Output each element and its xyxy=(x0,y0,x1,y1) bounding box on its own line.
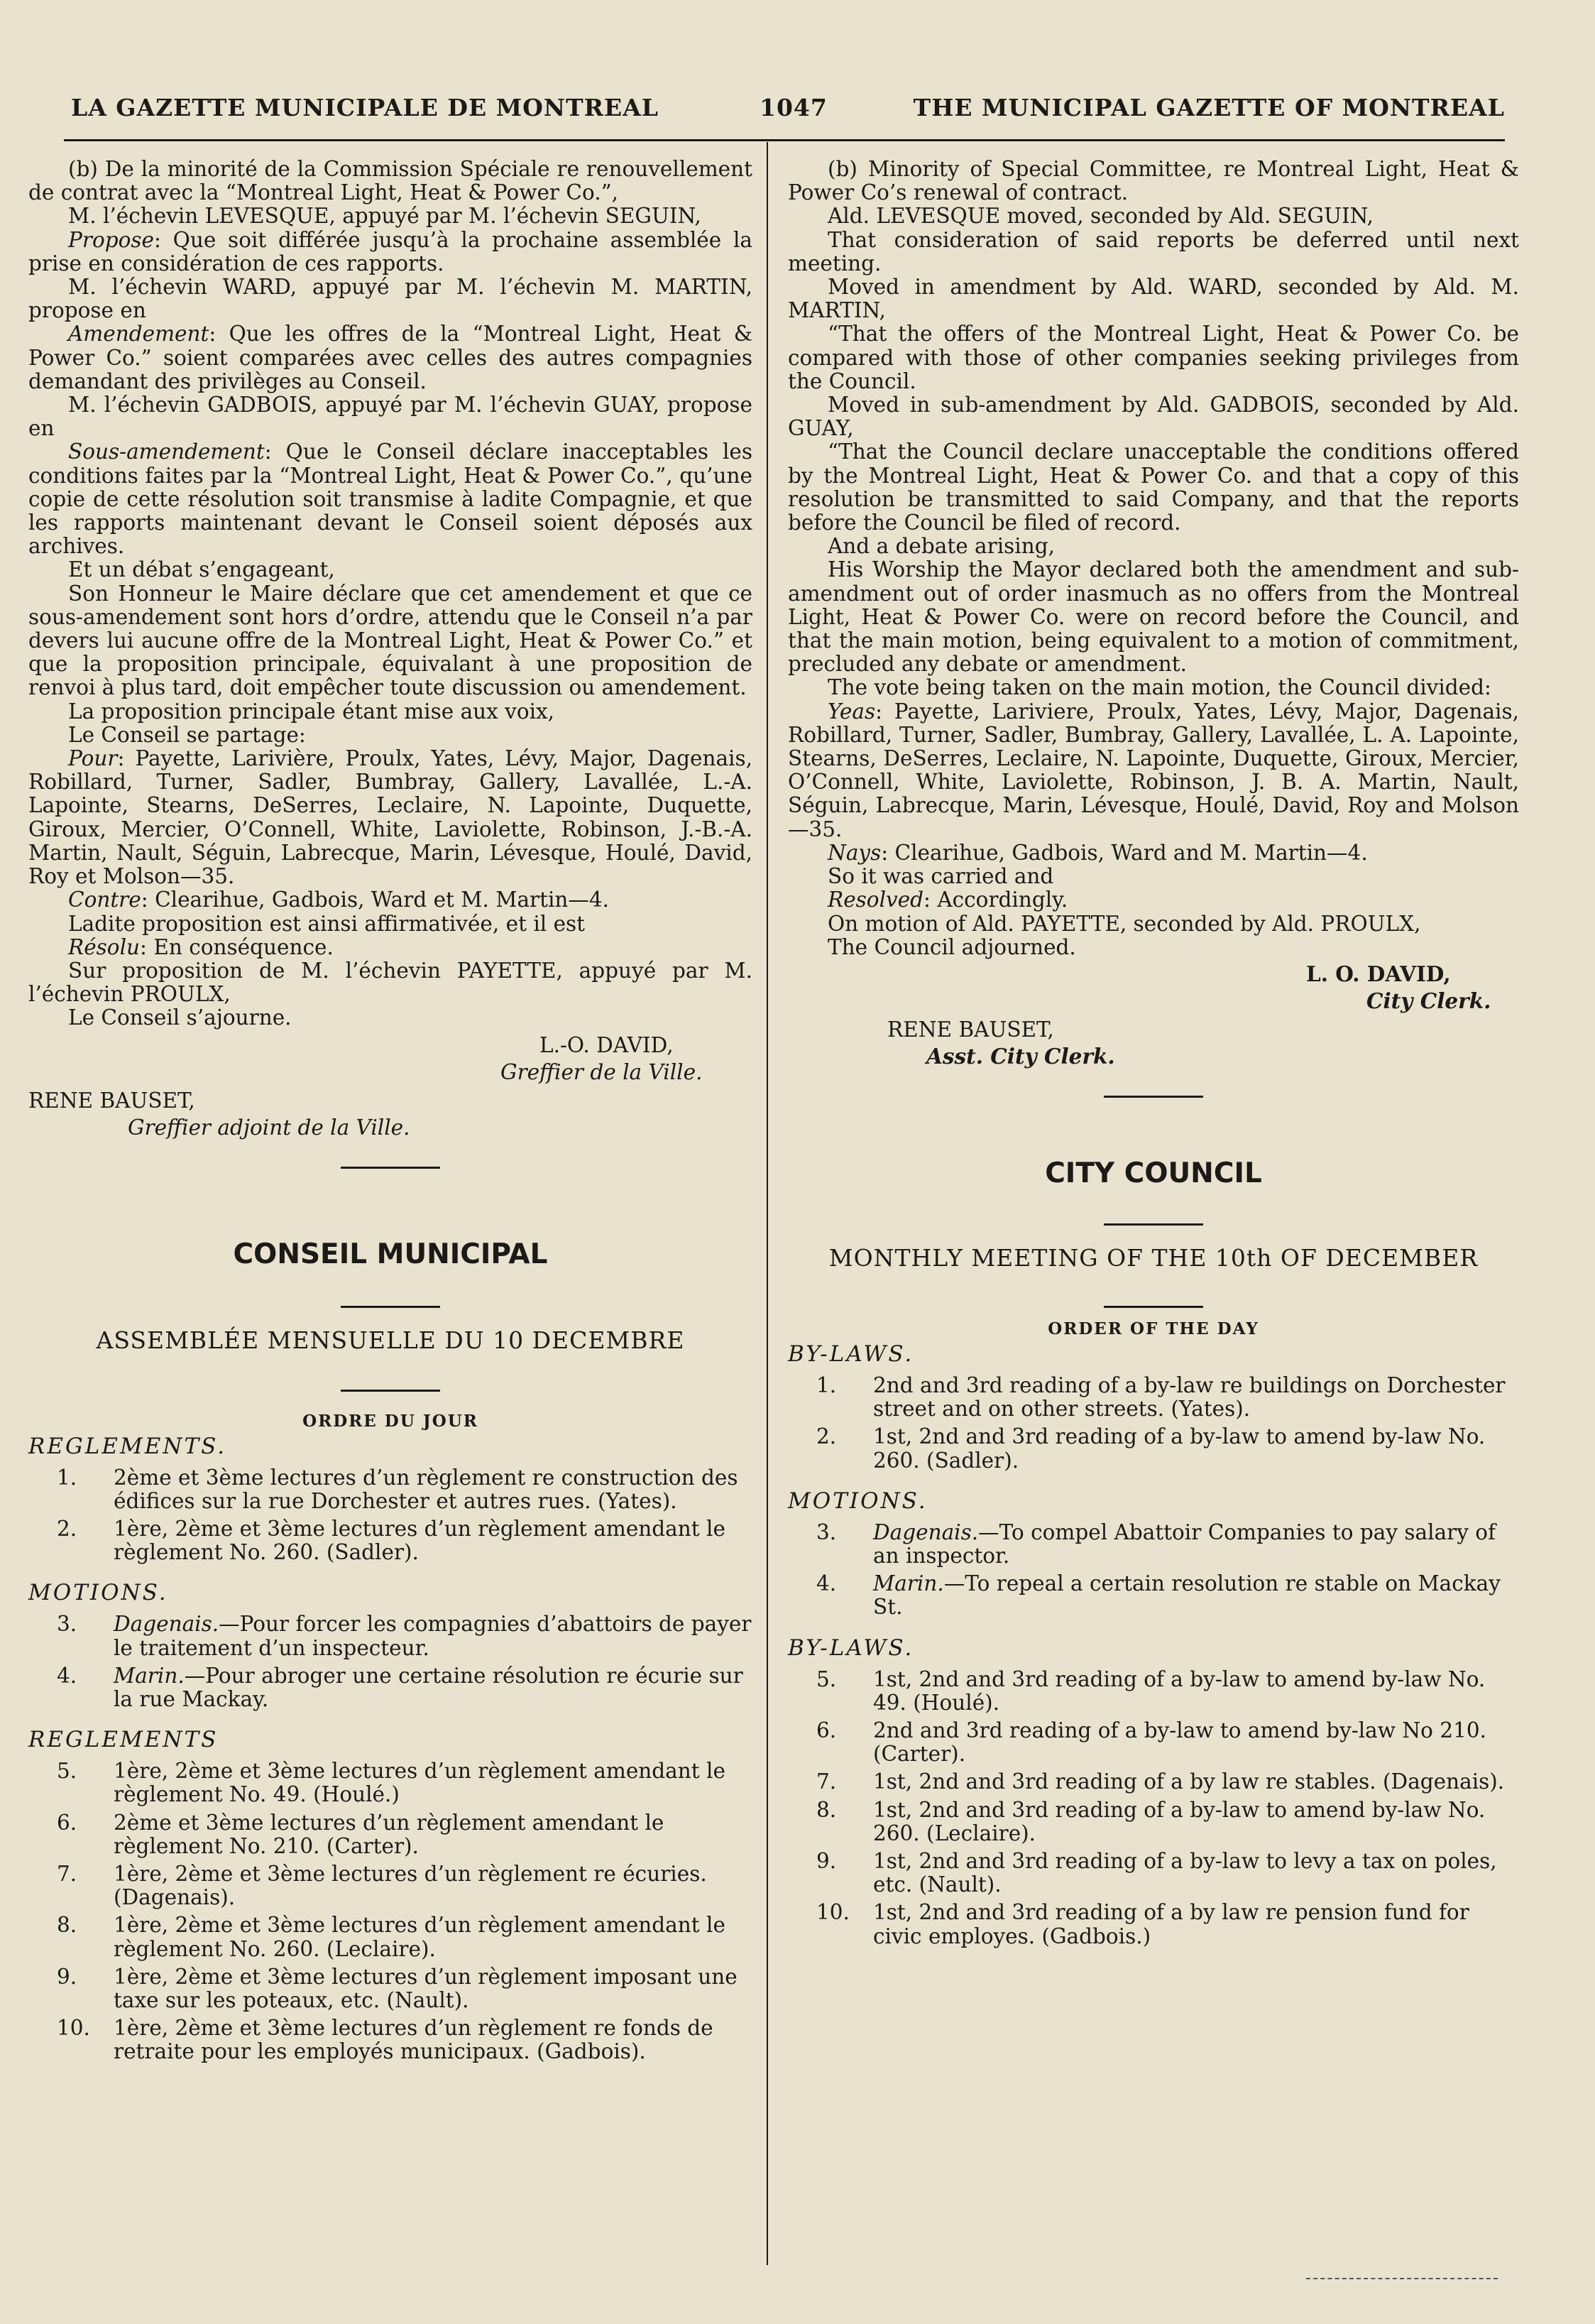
en-paragraph: “That the Council declare unacceptable the conditions offered by the Montreal Light, Heat & Power Co. and that a copy of this resolution be transmitted to said Company, and that the reports before the Council be filed of record. xyxy=(788,440,1519,535)
fr-paragraph: Et un débat s’engageant, xyxy=(68,557,335,582)
header-english-title: THE MUNICIPAL GAZETTE OF MONTREAL xyxy=(913,94,1505,121)
en-paragraph: And a debate arising, xyxy=(828,534,1055,559)
fr-items-1 xyxy=(28,1466,752,1565)
fr-propose-label: Propose xyxy=(68,227,154,252)
fr-order-of-day: ORDRE DU JOUR xyxy=(302,1411,478,1431)
list-item: 5. 1ère, 2ème et 3ème lectures d’un règlement amendant le règlement No. 49. (Houlé.) xyxy=(57,1759,725,1807)
fr-paragraph: M. l’échevin LEVESQUE, appuyé par M. l’échevin SEGUIN, xyxy=(68,204,701,229)
list-item: 6. 2ème et 3ème lectures d’un règlement amendant le règlement No. 210. (Carter). xyxy=(57,1810,664,1858)
fr-subheading: ASSEMBLÉE MENSUELLE DU 10 DECEMBRE xyxy=(96,1326,685,1354)
fr-pour-label: Pour xyxy=(68,746,118,771)
fr-section-reglements-2: REGLEMENTS xyxy=(28,1727,219,1753)
fr-paragraph: Le Conseil s’ajourne. xyxy=(68,1005,292,1030)
en-asst-clerk-title: Asst. City Clerk. xyxy=(926,1043,1115,1069)
fr-sous-amendement-label: Sous-amendement xyxy=(68,440,265,464)
header-rule xyxy=(64,139,1505,141)
en-yeas-text: : Payette, Lariviere, Proulx, Yates, Lévy, Major, Dagenais, Robillard, Turner, Sadler, Bumbray, Gallery, Lavallée, L. A. Lapointe, Stearns, DeSerres, Leclaire, N. Lapointe, Duquette, Giroux, Mercier, O’Connell, White, Laviolette, Robinson, J. B. A. Martin, Nault, Séguin, Labrecque, Marin, Lévesque, Houlé, David, Roy and Molson—35. xyxy=(788,699,1519,841)
en-paragraph: His Worship the Mayor declared both the amendment and sub-amendment out of order inasmuch as no offers from the Montreal Light, Heat & Power Co. were on record before the Council, and that the main motion, being equivalent to a motion of commitment, precluded any debate or amendment. xyxy=(788,557,1519,677)
separator-rule xyxy=(1104,1096,1203,1098)
en-paragraph xyxy=(788,700,1519,841)
fr-paragraph xyxy=(28,936,752,959)
en-section-bylaws: BY-LAWS. xyxy=(788,1341,914,1367)
en-paragraph: “That the offers of the Montreal Light, Heat & Power Co. be compared with those of other companies seeking privileges from the Council. xyxy=(788,322,1519,393)
fr-paragraph xyxy=(28,229,752,276)
fr-paragraph: Le Conseil se partage: xyxy=(68,722,306,747)
separator-rule xyxy=(341,1390,440,1392)
list-item: 1. 2nd and 3rd reading of a by-law re buildings on Dorchester street and on other streets. (Yates). xyxy=(816,1373,1506,1422)
fr-amendement-text: : Que les offres de la “Montreal Light, Heat & Power Co.” soient comparées avec celles des autres compagnies demandant des privilèges au Conseil. xyxy=(28,322,752,393)
fr-amendement-label: Amendement xyxy=(68,322,209,347)
en-section-bylaws-2: BY-LAWS. xyxy=(788,1635,914,1661)
en-paragraph xyxy=(788,841,1519,865)
list-item: 3. Dagenais.—Pour forcer les compagnies d’abattoirs de payer le traitement d’un inspecteur. xyxy=(57,1612,752,1660)
en-paragraph: The Council adjourned. xyxy=(828,934,1076,959)
en-paragraph xyxy=(788,888,1519,912)
list-item: 7. 1st, 2nd and 3rd reading of a by law re stables. (Dagenais). xyxy=(816,1769,1505,1794)
fr-clerk-name: L.-O. DAVID, xyxy=(539,1032,674,1057)
en-clerk-name: L. O. DAVID, xyxy=(1306,961,1451,986)
fr-propose-text: : Que soit différée jusqu’à la prochaine assemblée la prise en considération de ces rapports. xyxy=(28,227,752,276)
en-asst-clerk-name: RENE BAUSET, xyxy=(887,1017,1054,1042)
footer-dashed-rule xyxy=(1306,2278,1498,2279)
fr-paragraph: M. l’échevin WARD, appuyé par M. l’échevin M. MARTIN, propose en xyxy=(28,275,752,323)
fr-contre-label: Contre xyxy=(68,888,141,912)
fr-section-motions: MOTIONS. xyxy=(28,1580,168,1606)
fr-section-reglements: REGLEMENTS. xyxy=(28,1433,227,1459)
en-paragraph: That consideration of said reports be deferred until next meeting. xyxy=(788,227,1519,276)
en-heading: CITY COUNCIL xyxy=(1045,1157,1262,1189)
en-subheading: MONTHLY MEETING OF THE 10th OF DECEMBER xyxy=(828,1243,1479,1272)
en-paragraph: Moved in amendment by Ald. WARD, seconded by Ald. M. MARTIN, xyxy=(788,275,1519,323)
list-item: 8. 1ère, 2ème et 3ème lectures d’un règlement amendant le règlement No. 260. (Leclaire). xyxy=(57,1913,725,1961)
list-item: 9. 1ère, 2ème et 3ème lectures d’un règlement imposant une taxe sur les poteaux, etc. (Nault). xyxy=(57,1964,738,2012)
page-number: 1047 xyxy=(760,94,828,121)
en-paragraph: So it was carried and xyxy=(828,864,1054,889)
list-item: 4. Marin.—To repeal a certain resolution re stable on Mackay St. xyxy=(816,1571,1501,1620)
en-items-1 xyxy=(788,1374,1519,1473)
en-paragraph: The vote being taken on the main motion, the Council divided: xyxy=(828,675,1491,700)
en-signature-block xyxy=(788,961,1519,1015)
fr-heading: CONSEIL MUNICIPAL xyxy=(233,1238,548,1270)
fr-paragraph xyxy=(28,747,752,888)
french-column xyxy=(28,158,752,2064)
fr-items-3 xyxy=(28,1760,752,2063)
en-items-3 xyxy=(788,1668,1519,1948)
list-item: 5. 1st, 2nd and 3rd reading of a by-law to amend by-law No. 49. (Houlé). xyxy=(816,1666,1486,1715)
en-asst-signature-block xyxy=(788,1016,1519,1070)
en-paragraph: Moved in sub-amendment by Ald. GADBOIS, seconded by Ald. GUAY, xyxy=(788,393,1519,441)
list-item: 3. Dagenais.—To compel Abattoir Companies to pay salary of an inspector. xyxy=(816,1520,1496,1568)
separator-rule xyxy=(1104,1223,1203,1226)
en-items-2 xyxy=(788,1521,1519,1620)
list-item: 2. 1st, 2nd and 3rd reading of a by-law to amend by-law No. 260. (Sadler). xyxy=(816,1424,1486,1473)
list-item: 10. 1ère, 2ème et 3ème lectures d’un règlement re fonds de retraite pour les employés municipaux. (Gadbois). xyxy=(57,2016,713,2064)
list-item: 4. Marin.—Pour abroger une certaine résolution re écurie sur la rue Mackay. xyxy=(57,1663,743,1711)
en-nays-text: : Clearihue, Gadbois, Ward and M. Martin—4. xyxy=(881,840,1368,865)
fr-paragraph: La proposition principale étant mise aux voix, xyxy=(68,699,555,724)
header-french-title: LA GAZETTE MUNICIPALE DE MONTREAL xyxy=(71,94,659,121)
column-divider xyxy=(767,142,768,2265)
fr-contre-text: : Clearihue, Gadbois, Ward et M. Martin—4. xyxy=(141,888,610,912)
fr-items-2 xyxy=(28,1613,752,1711)
en-nays-label: Nays xyxy=(828,840,882,865)
fr-paragraph xyxy=(28,440,752,558)
list-item: 9. 1st, 2nd and 3rd reading of a by-law to levy a tax on poles, etc. (Nault). xyxy=(816,1848,1497,1897)
list-item: 7. 1ère, 2ème et 3ème lectures d’un règlement re écuries. (Dagenais). xyxy=(57,1861,707,1910)
english-column xyxy=(788,158,1519,1948)
en-resolved-label: Resolved xyxy=(828,888,924,912)
fr-asst-clerk-name: RENE BAUSET, xyxy=(28,1088,195,1113)
separator-rule xyxy=(341,1306,440,1308)
en-clerk-title: City Clerk. xyxy=(1366,988,1491,1013)
fr-pour-text: : Payette, Larivière, Proulx, Yates, Lévy, Major, Dagenais, Robillard, Turner, Sadler, Bumbray, Gallery, Lavallée, L.-A. Lapointe, Stearns, DeSerres, Leclaire, N. Lapointe, Duquette, Giroux, Mercier, O’Connell, White, Laviolette, Robinson, J.-B.-A. Martin, Nault, Séguin, Labrecque, Marin, Lévesque, Houlé, David, Roy et Molson—35. xyxy=(28,746,752,889)
fr-resolu-label: Résolu xyxy=(68,934,141,959)
fr-resolu-text: : En conséquence. xyxy=(140,934,334,959)
list-item: 1. 2ème et 3ème lectures d’un règlement re construction des édifices sur la rue Dorchester et autres rues. (Yates). xyxy=(57,1465,738,1513)
en-paragraph: (b) Minority of Special Committee, re Montreal Light, Heat & Power Co’s renewal of contract. xyxy=(788,157,1519,205)
running-header xyxy=(64,94,1505,129)
fr-paragraph xyxy=(28,888,752,912)
list-item: 6. 2nd and 3rd reading of a by-law to amend by-law No 210. (Carter). xyxy=(816,1718,1486,1767)
fr-sous-amendement-text: : Que le Conseil déclare inacceptables les conditions faites par la “Montreal Light, Heat & Power Co.”, qu’une copie de cette résolution soit transmise à ladite Compagnie, et que les rapports maintenant devant le Conseil soient déposés aux archives. xyxy=(28,440,752,559)
list-item: 2. 1ère, 2ème et 3ème lectures d’un règlement amendant le règlement No. 260. (Sadler). xyxy=(57,1516,725,1565)
fr-paragraph: (b) De la minorité de la Commission Spéciale re renouvellement de contrat avec la “Montreal Light, Heat & Power Co.”, xyxy=(28,157,752,205)
fr-paragraph: Sur proposition de M. l’échevin PAYETTE, appuyé par M. l’échevin PROULX, xyxy=(28,958,752,1007)
en-resolved-text: : Accordingly. xyxy=(923,888,1068,912)
fr-paragraph: Ladite proposition est ainsi affirmativée, et il est xyxy=(68,911,586,936)
en-yeas-label: Yeas xyxy=(828,699,876,724)
en-paragraph: On motion of Ald. PAYETTE, seconded by Ald. PROULX, xyxy=(828,911,1421,936)
fr-paragraph xyxy=(28,322,752,393)
list-item: 8. 1st, 2nd and 3rd reading of a by-law to amend by-law No. 260. (Leclaire). xyxy=(816,1797,1486,1845)
separator-rule xyxy=(1104,1306,1203,1308)
fr-paragraph: M. l’échevin GADBOIS, appuyé par M. l’échevin GUAY, propose en xyxy=(28,393,752,441)
fr-signature-block xyxy=(28,1032,752,1141)
en-section-motions: MOTIONS. xyxy=(788,1488,928,1514)
en-order-of-day: ORDER OF THE DAY xyxy=(1048,1319,1259,1338)
fr-asst-clerk-title: Greffier adjoint de la Ville. xyxy=(128,1115,410,1140)
fr-paragraph: Son Honneur le Maire déclare que cet amendement et que ce sous-amendement sont hors d’ordre, attendu que le Conseil n’a par devers lui aucune offre de la Montreal Light, Heat & Power Co.” et que la proposition principale, équivalant à une proposition de renvoi à plus tard, doit empêcher toute discussion ou amendement. xyxy=(28,581,752,700)
en-paragraph: Ald. LEVESQUE moved, seconded by Ald. SEGUIN, xyxy=(828,204,1374,229)
list-item: 10. 1st, 2nd and 3rd reading of a by law re pension fund for civic employes. (Gadbois.) xyxy=(816,1900,1469,1948)
fr-clerk-title: Greffier de la Ville. xyxy=(500,1059,703,1084)
separator-rule xyxy=(341,1167,440,1169)
